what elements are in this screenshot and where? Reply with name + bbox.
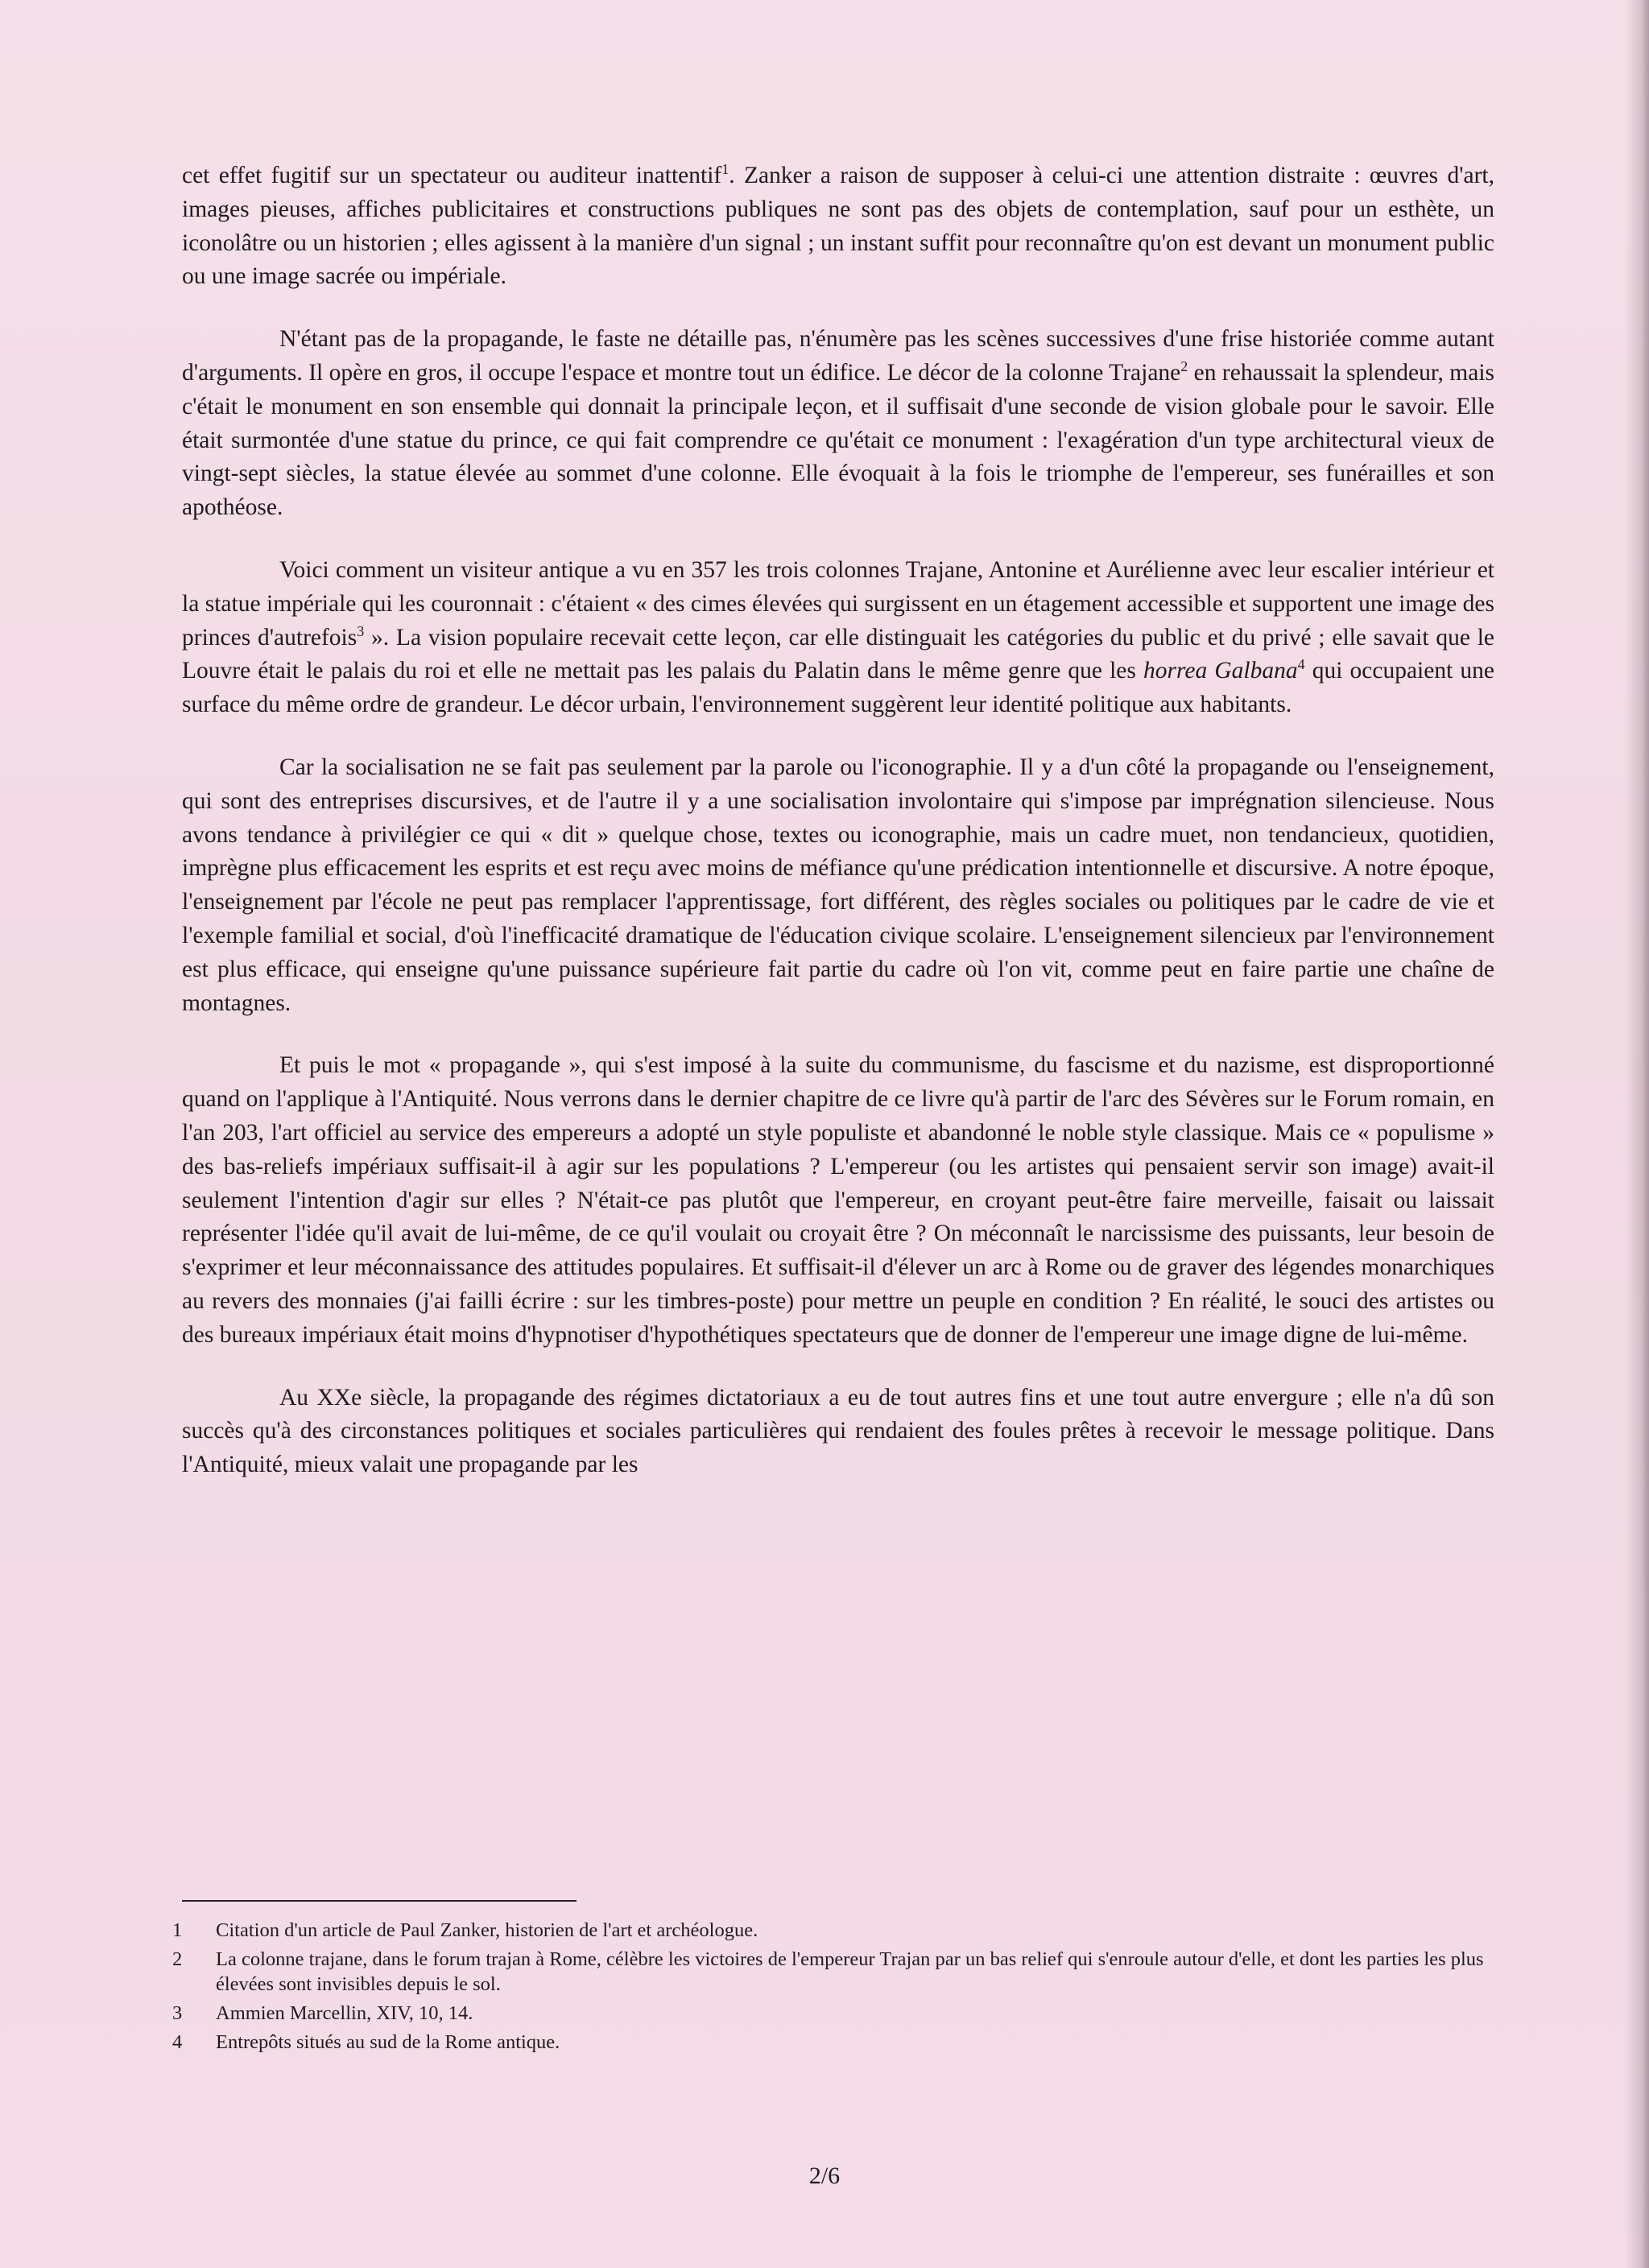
footnote-4 [169, 2030, 1490, 2055]
footnote-ref-4: 4 [1297, 656, 1305, 673]
footnote-3-number: 3 [172, 2002, 183, 2024]
paragraph-3 [182, 554, 1494, 722]
footnote-ref-1: 1 [721, 161, 729, 178]
paragraph-4: Car la socialisation ne se fait pas seulement par la parole ou l'iconographie. Il y a d'un côté la propagande ou l'enseignement, qui sont des entreprises discursives, et de l'autre il y a une socialisation involontaire qui s'impose par imprégnation silencieuse. Nous avons tendance à privilégier ce qui « dit » quelque chose, textes ou iconographie, mais un cadre muet, non tendancieux, quotidien, imprègne plus efficacement les esprits et est reçu avec moins de méfiance qu'une prédication intentionnelle et discursive. A notre époque, l'enseignement par l'école ne peut pas remplacer l'apprentissage, fort différent, des règles sociales ou politiques par le cadre de vie et l'exemple familial et social, d'où l'inefficacité dramatique de l'éducation civique scolaire. L'enseignement silencieux par l'environnement est plus efficace, qui enseigne qu'une puissance supérieure fait partie du cadre où l'on vit, comme peut en faire partie une chaîne de montagnes. [182, 754, 1494, 1016]
paragraph-2-text-a: N'étant pas de la propagande, le faste ne détaille pas, n'énumère pas les scènes successives d'une frise historiée comme autant d'arguments. Il opère en gros, il occupe l'espace et montre tout un édifice. Le décor de la colonne Trajane [182, 326, 1494, 386]
paragraph-1 [182, 159, 1494, 294]
footnote-separator [182, 1900, 577, 1902]
paragraph-3-text-b: ». La vision populaire recevait cette leçon, car elle distinguait les catégories du public et du privé ; elle savait que le Louvre était le palais du roi et elle ne mettait pas les palais du Palatin dans le même genre que les [182, 624, 1495, 684]
footnote-ref-3: 3 [357, 622, 365, 639]
body-text [182, 159, 1494, 1511]
footnote-1-number: 1 [172, 1919, 183, 1941]
footnote-4-text: Entrepôts situés au sud de la Rome antique. [216, 2031, 560, 2053]
footnote-4-number: 4 [172, 2031, 183, 2053]
footnote-3 [169, 2001, 1490, 2026]
footnote-1-text: Citation d'un article de Paul Zanker, historien de l'art et archéologue. [216, 1919, 758, 1941]
footnote-ref-2: 2 [1180, 358, 1188, 375]
footnote-2 [169, 1947, 1490, 1997]
footnote-1 [169, 1918, 1490, 1943]
footnote-2-text: La colonne trajane, dans le forum trajan à Rome, célèbre les victoires de l'empereur Trajan par un bas relief qui s'enroule autour d'elle, et dont les parties les plus élevées sont invisibles depuis le sol. [216, 1948, 1484, 1995]
footnotes [169, 1918, 1490, 2059]
paragraph-6: Au XXe siècle, la propagande des régimes dictatoriaux a eu de tout autres fins et une tout autre envergure ; elle n'a dû son succès qu'à des circonstances politiques et sociales particulières qui rendaient des foules prêtes à recevoir le message politique. Dans l'Antiquité, mieux valait une propagande par les [182, 1384, 1494, 1478]
paragraph-1-text-b: . Zanker a raison de supposer à celui-ci une attention distraite : œuvres d'art, images pieuses, affiches publicitaires et constructions publiques ne sont pas des objets de contemplation, sauf pour un esthète, un iconolâtre ou un historien ; elles agissent à la manière d'un signal ; un instant suffit pour reconnaître qu'on est devant un monument public ou une image sacrée ou impériale. [182, 163, 1494, 290]
paragraph-1-text-a: cet effet fugitif sur un spectateur ou auditeur inattentif [182, 163, 722, 188]
footnote-2-number: 2 [172, 1948, 183, 1970]
paragraph-2 [182, 323, 1494, 525]
page-number: 2/6 [808, 2163, 841, 2189]
scan-edge-shadow [1625, 0, 1649, 2268]
footnote-3-text: Ammien Marcellin, XIV, 10, 14. [216, 2002, 473, 2024]
paragraph-3-text-c: qui occupaient une surface du même ordre de grandeur. Le décor urbain, l'environnement suggèrent leur identité politique aux habitants. [182, 658, 1494, 718]
paragraph-3-text-a: Voici comment un visiteur antique a vu en 357 les trois colonnes Trajane, Antonine et Aurélienne avec leur escalier intérieur et la statue impériale qui les couronnait : c'étaient « des cimes élevées qui surgissent en un étagement accessible et supportent une image des princes d'autrefois [182, 556, 1494, 651]
paragraph-2-text-b: en rehaussait la splendeur, mais c'était le monument en son ensemble qui donnait la principale leçon, et il suffisait d'une seconde de vision globale pour le savoir. Elle était surmontée d'une statue du prince, ce qui fait comprendre ce qu'était ce monument : l'exagération d'un type architectural vieux de vingt-sept siècles, la statue élevée au sommet d'une colonne. Elle évoquait à la fois le triomphe de l'empereur, ses funérailles et son apothéose. [182, 359, 1495, 521]
paragraph-5: Et puis le mot « propagande », qui s'est imposé à la suite du communisme, du fascisme et du nazisme, est disproportionné quand on l'applique à l'Antiquité. Nous verrons dans le dernier chapitre de ce livre qu'à partir de l'arc des Sévères sur le Forum romain, en l'an 203, l'art officiel au service des empereurs a adopté un style populiste et abandonné le noble style classique. Mais ce « populisme » des bas-reliefs impériaux suffisait-il à agir sur les populations ? L'empereur (ou les artistes qui pensaient servir son image) avait-il seulement l'intention d'agir sur elles ? N'était-ce pas plutôt que l'empereur, en croyant peut-être faire merveille, faisait ou laissait représenter l'idée qu'il avait de lui-même, de ce qu'il voulait ou croyait être ? On méconnaît le narcissisme des puissants, leur besoin de s'exprimer et leur méconnaissance des attitudes populaires. Et suffisait-il d'élever un arc à Rome ou de graver des légendes monarchiques au revers des monnaies (j'ai failli écrire : sur les timbres-poste) pour mettre un peuple en condition ? En réalité, le souci des artistes ou des bureaux impériaux était moins d'hypnotiser d'hypothétiques spectateurs que de donner de l'empereur une image digne de lui-même. [182, 1052, 1494, 1348]
paragraph-3-italic-term: horrea Galbana [1143, 658, 1298, 684]
